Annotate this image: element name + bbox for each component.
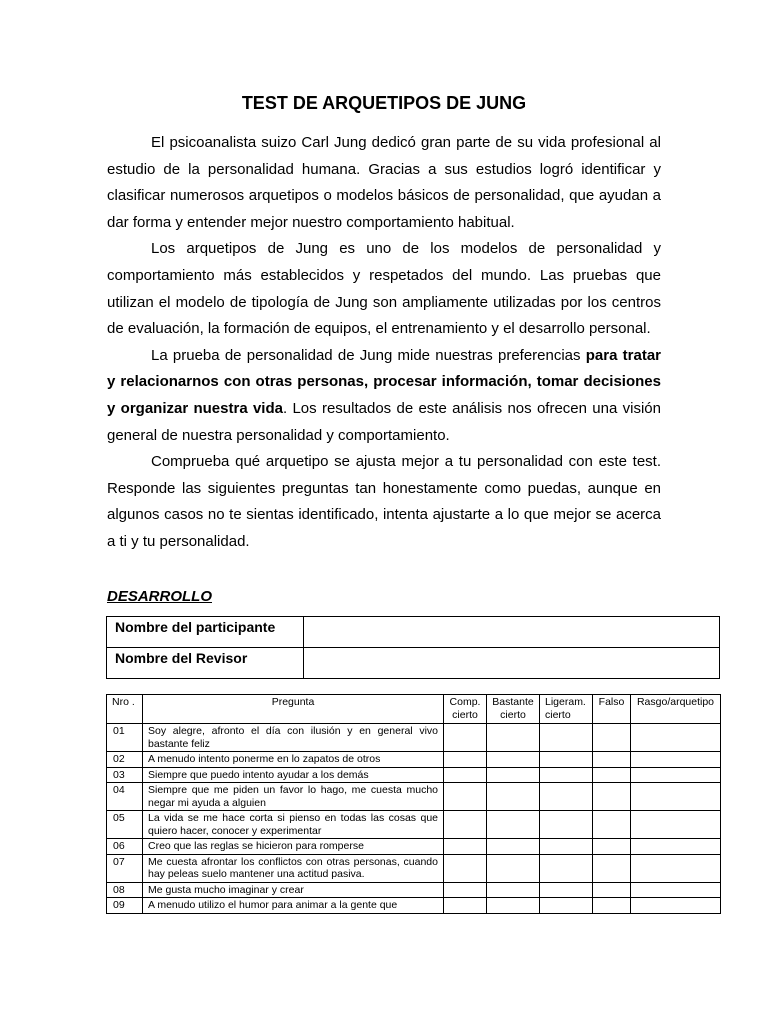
intro-paragraph-3-start: La prueba de personalidad de Jung mide nuestras preferencias [151, 346, 586, 364]
table-row [107, 724, 721, 752]
answer-rasgo[interactable] [631, 898, 721, 914]
answer-bastante-cierto[interactable] [487, 882, 540, 898]
row-question: Me cuesta afrontar los conflictos con otras personas, cuando hay peleas suelo mantener una actitud pasiva. [143, 854, 444, 882]
intro-paragraph-2: Los arquetipos de Jung es uno de los modelos de personalidad y comportamiento más establecidos y respetados del mundo. Las pruebas que utilizan el modelo de tipología de Jung son ampliamente utilizadas por los centros de evaluación, la formación de equipos, el entrenamiento y el desarrollo personal. [107, 240, 661, 338]
page-title: TEST DE ARQUETIPOS DE JUNG [241, 93, 527, 113]
answer-falso[interactable] [593, 752, 631, 768]
answer-falso[interactable] [593, 882, 631, 898]
table-row [107, 839, 721, 855]
row-question: Me gusta mucho imaginar y crear [143, 882, 444, 898]
table-row [107, 752, 721, 768]
answer-comp-cierto[interactable] [444, 811, 487, 839]
answer-ligeram-cierto[interactable] [540, 724, 593, 752]
row-question: Siempre que me piden un favor lo hago, me cuesta mucho negar mi ayuda a alguien [143, 783, 444, 811]
intro-paragraph-3-bold: para tratar y relacionarnos con otras personas, procesar información, tomar decisiones y organizar nuestra vida [107, 346, 662, 417]
table-row [107, 783, 721, 811]
header-pregunta: Pregunta [143, 695, 444, 724]
answer-ligeram-cierto[interactable] [540, 882, 593, 898]
header-nro: Nro . [107, 695, 143, 724]
answer-rasgo[interactable] [631, 854, 721, 882]
answer-ligeram-cierto[interactable] [540, 752, 593, 768]
header-falso: Falso [593, 695, 631, 724]
answer-bastante-cierto[interactable] [487, 783, 540, 811]
answer-comp-cierto[interactable] [444, 767, 487, 783]
answer-ligeram-cierto[interactable] [540, 811, 593, 839]
answer-ligeram-cierto[interactable] [540, 898, 593, 914]
answer-bastante-cierto[interactable] [487, 767, 540, 783]
answer-comp-cierto[interactable] [444, 839, 487, 855]
table-row [107, 767, 721, 783]
row-number: 09 [107, 898, 143, 914]
answer-ligeram-cierto[interactable] [540, 839, 593, 855]
answer-falso[interactable] [593, 854, 631, 882]
answer-comp-cierto[interactable] [444, 724, 487, 752]
answer-comp-cierto[interactable] [444, 854, 487, 882]
questions-header-row [107, 695, 721, 724]
answer-rasgo[interactable] [631, 811, 721, 839]
answer-bastante-cierto[interactable] [487, 811, 540, 839]
intro-text [107, 130, 661, 556]
answer-falso[interactable] [593, 839, 631, 855]
row-question: La vida se me hace corta si pienso en todas las cosas que quiero hacer, conocer y experimentar [143, 811, 444, 839]
header-comp-cierto: Comp. cierto [444, 695, 487, 724]
table-row [107, 811, 721, 839]
answer-comp-cierto[interactable] [444, 882, 487, 898]
reviewer-label: Nombre del Revisor [107, 648, 304, 679]
answer-bastante-cierto[interactable] [487, 724, 540, 752]
header-rasgo-arquetipo: Rasgo/arquetipo [631, 695, 721, 724]
row-number: 01 [107, 724, 143, 752]
table-row [107, 854, 721, 882]
answer-rasgo[interactable] [631, 839, 721, 855]
table-row [107, 898, 721, 914]
answer-bastante-cierto[interactable] [487, 752, 540, 768]
participant-label: Nombre del participante [107, 617, 304, 648]
row-number: 05 [107, 811, 143, 839]
header-bastante-cierto: Bastante cierto [487, 695, 540, 724]
participant-row [107, 617, 720, 648]
answer-ligeram-cierto[interactable] [540, 854, 593, 882]
answer-rasgo[interactable] [631, 767, 721, 783]
row-number: 03 [107, 767, 143, 783]
answer-comp-cierto[interactable] [444, 898, 487, 914]
row-number: 07 [107, 854, 143, 882]
row-question: Siempre que puedo intento ayudar a los demás [143, 767, 444, 783]
intro-paragraph-3 [107, 343, 661, 449]
section-title: DESARROLLO [107, 588, 212, 605]
answer-bastante-cierto[interactable] [487, 839, 540, 855]
answer-rasgo[interactable] [631, 882, 721, 898]
row-number: 02 [107, 752, 143, 768]
reviewer-row [107, 648, 720, 679]
table-row [107, 882, 721, 898]
answer-rasgo[interactable] [631, 783, 721, 811]
header-ligeram-cierto: Ligeram. cierto [540, 695, 593, 724]
participant-info-table [106, 616, 720, 679]
intro-paragraph-4: Comprueba qué arquetipo se ajusta mejor a tu personalidad con este test. Responde las siguientes preguntas tan honestamente como puedas, aunque en algunos casos no te sientas identificado, intenta ajustarte a lo que mejor se acerca a ti y tu personalidad. [107, 453, 661, 550]
intro-paragraph-1: El psicoanalista suizo Carl Jung dedicó gran parte de su vida profesional al estudio de la personalidad humana. Gracias a sus estudios logró identificar y clasificar numerosos arquetipos o modelos básicos de personalidad, que ayudan a dar forma y entender mejor nuestro comportamiento habitual. [107, 134, 661, 231]
reviewer-field[interactable] [304, 648, 720, 679]
row-question: A menudo intento ponerme en lo zapatos de otros [143, 752, 444, 768]
answer-ligeram-cierto[interactable] [540, 767, 593, 783]
row-number: 06 [107, 839, 143, 855]
answer-ligeram-cierto[interactable] [540, 783, 593, 811]
row-number: 04 [107, 783, 143, 811]
row-question: Creo que las reglas se hicieron para romperse [143, 839, 444, 855]
answer-falso[interactable] [593, 783, 631, 811]
questions-table [106, 694, 721, 914]
answer-comp-cierto[interactable] [444, 783, 487, 811]
answer-falso[interactable] [593, 811, 631, 839]
answer-falso[interactable] [593, 898, 631, 914]
participant-field[interactable] [304, 617, 720, 648]
answer-falso[interactable] [593, 767, 631, 783]
answer-rasgo[interactable] [631, 724, 721, 752]
intro-paragraph-3-end: . Los resultados de este análisis nos ofrecen una visión general de nuestra personalidad y comportamiento. [107, 399, 661, 444]
row-question: A menudo utilizo el humor para animar a la gente que [143, 898, 444, 914]
row-number: 08 [107, 882, 143, 898]
answer-comp-cierto[interactable] [444, 752, 487, 768]
answer-bastante-cierto[interactable] [487, 854, 540, 882]
answer-bastante-cierto[interactable] [487, 898, 540, 914]
row-question: Soy alegre, afronto el día con ilusión y en general vivo bastante feliz [143, 724, 444, 752]
answer-falso[interactable] [593, 724, 631, 752]
answer-rasgo[interactable] [631, 752, 721, 768]
